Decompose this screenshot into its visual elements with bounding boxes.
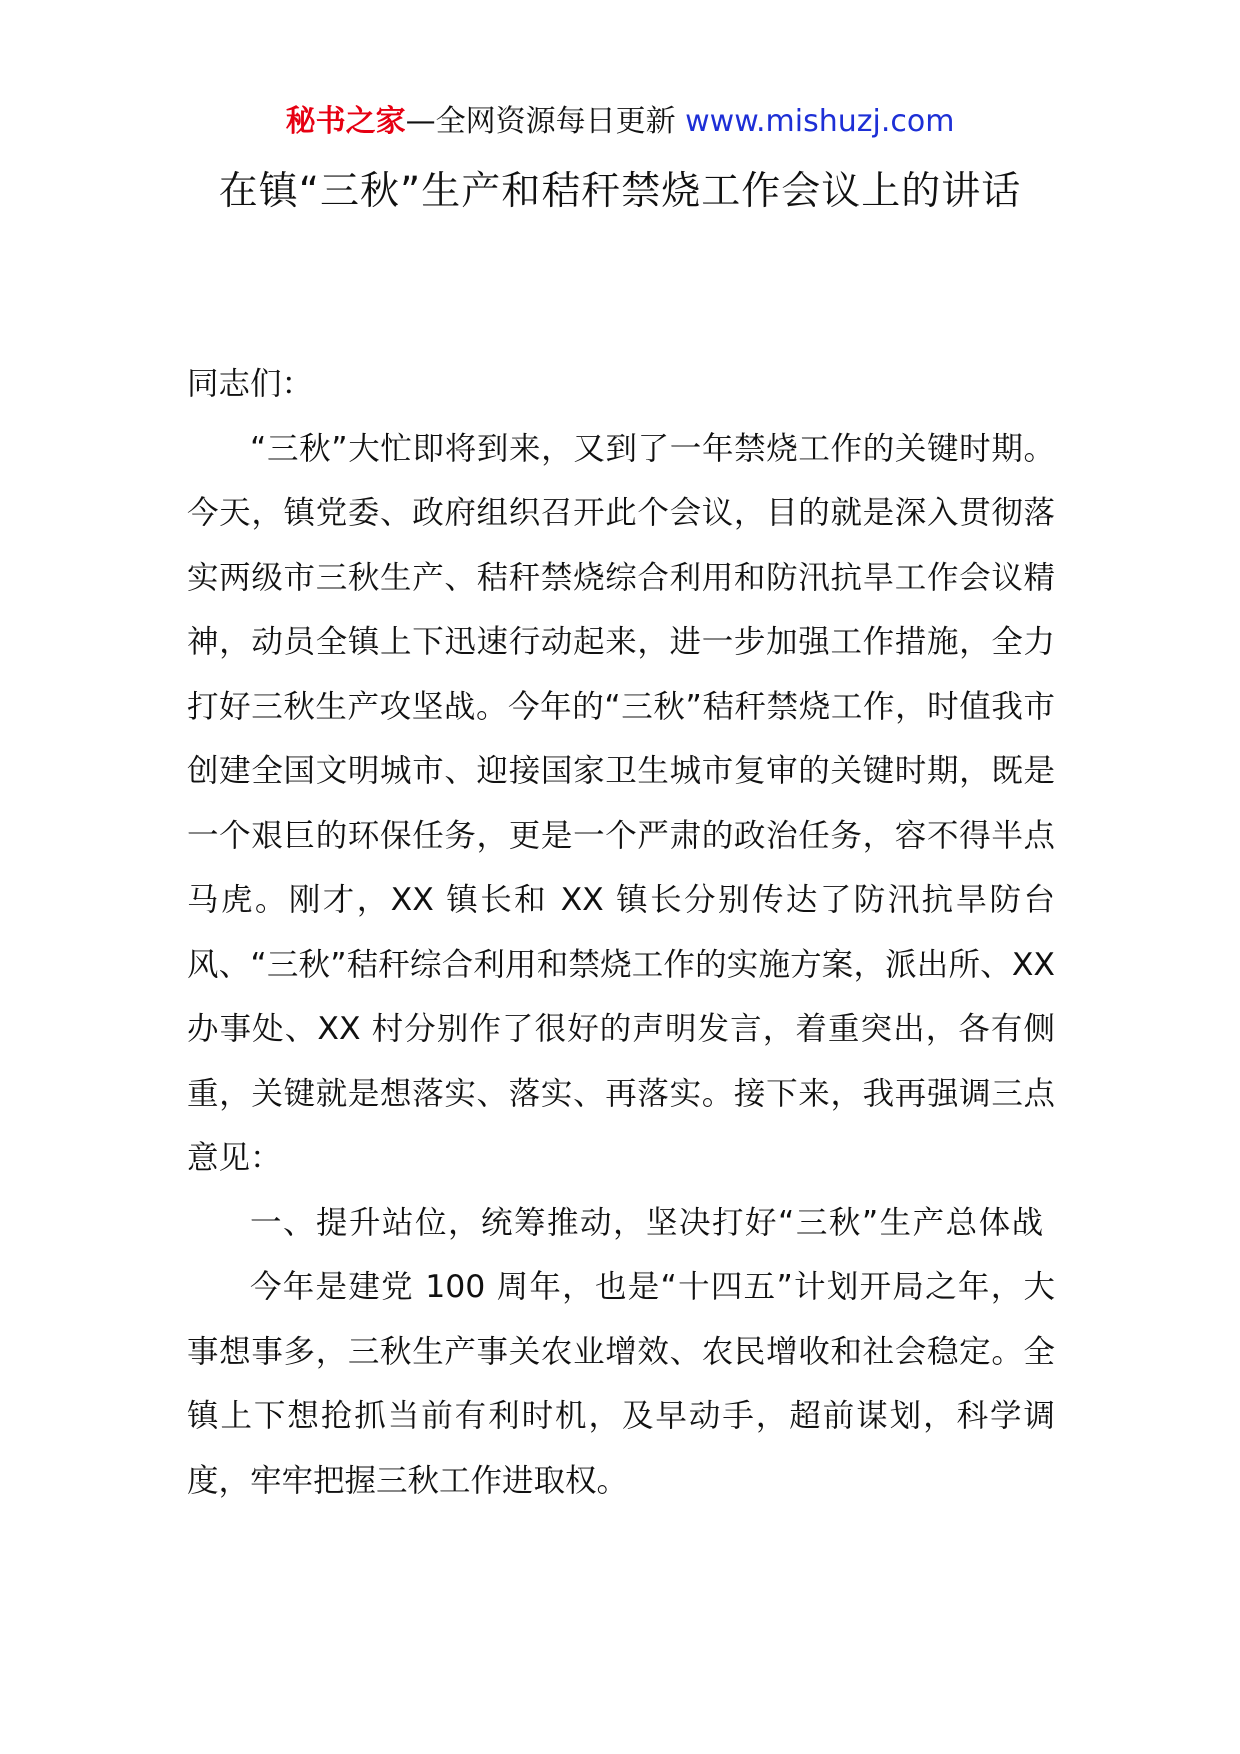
salutation: 同志们：: [187, 366, 314, 402]
site-header: [0, 100, 1240, 144]
brand-name: 秘书之家: [285, 104, 406, 139]
document-body: [187, 352, 1055, 1513]
header-tagline: —全网资源每日更新: [405, 104, 686, 139]
paragraph: 今年是建党 100 周年，也是“十四五”计划开局之年，大事想事多，三秋生产事关农业增效、农民增收和社会稳定。全镇上下想抢抓当前有利时机，及早动手，超前谋划，科学调度，牢牢把握三秋工作进取权。: [187, 1269, 1055, 1499]
section-heading: 一、提升站位，统筹推动，坚决打好“三秋”生产总体战: [250, 1204, 1045, 1241]
paragraph: “三秋”大忙即将到来，又到了一年禁烧工作的关键时期。今天，镇党委、政府组织召开此个会议，目的就是深入贯彻落实两级市三秋生产、秸秆禁烧综合利用和防汛抗旱工作会议精神，动员全镇上下迅速行动起来，进一步加强工作措施，全力打好三秋生产攻坚战。今年的“三秋”秸秆禁烧工作，时值我市创建全国文明城市、迎接国家卫生城市复审的关键时期，既是一个艰巨的环保任务，更是一个严肃的政治任务，容不得半点马虎。刚才，XX 镇长和 XX 镇长分别传达了防汛抗旱防台风、“三秋”秸秆综合利用和禁烧工作的实施方案，派出所、XX 办事处、XX 村分别作了很好的声明发言，着重突出，各有侧重，关键就是想落实、落实、再落实。接下来，我再强调三点意见：: [187, 430, 1055, 1176]
document-title: 在镇“三秋”生产和秸秆禁烧工作会议上的讲话: [218, 169, 1022, 214]
site-url-link[interactable]: www.mishuzj.com: [685, 104, 955, 139]
